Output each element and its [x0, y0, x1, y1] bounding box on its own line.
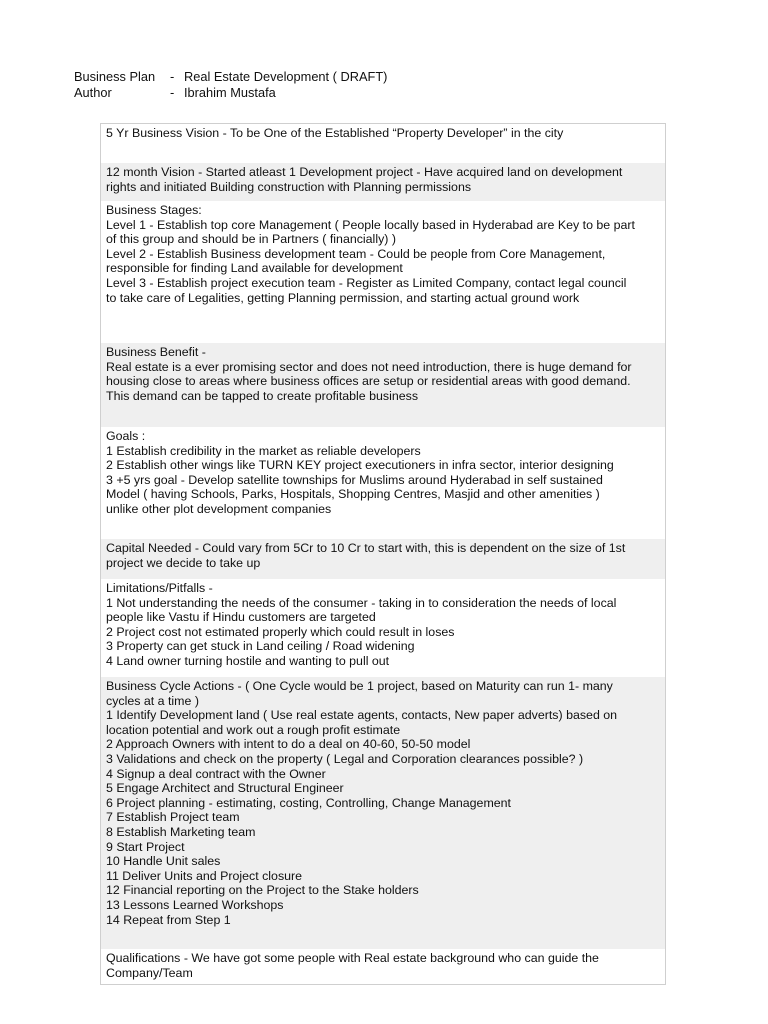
section-line: 8 Establish Marketing team	[106, 824, 256, 839]
section-line: Level 1 - Establish top core Management ( People locally based in Hyderabad are Key to be part	[106, 217, 635, 232]
section-line: Level 3 - Establish project execution team - Register as Limited Company, contact legal council	[106, 275, 627, 290]
title-row	[74, 69, 387, 85]
section-business-stages	[101, 201, 665, 343]
section-line: location potential and work out a rough profit estimate	[106, 722, 401, 737]
business-plan-table	[100, 123, 666, 985]
section-line: 14 Repeat from Step 1	[106, 912, 231, 927]
section-line: Business Benefit -	[106, 345, 206, 359]
document-header	[74, 69, 387, 101]
section-line: 3 Property can get stuck in Land ceiling / Road widening	[106, 639, 415, 654]
section-line: unlike other plot development companies	[106, 501, 332, 516]
section-line: 3 Validations and check on the property ( Legal and Corporation clearances possible? )	[106, 751, 584, 766]
section-business-cycle-actions	[101, 677, 665, 949]
section-line: 10 Handle Unit sales	[106, 854, 221, 869]
section-line: Model ( having Schools, Parks, Hospitals, Shopping Centres, Masjid and other amenities )	[106, 487, 600, 502]
section-line: Capital Needed - Could vary from 5Cr to 10 Cr to start with, this is dependent on the size of 1st	[106, 541, 626, 555]
section-vision-5yr	[101, 124, 665, 163]
section-line: This demand can be tapped to create profitable business	[106, 388, 419, 403]
author-value: Ibrahim Mustafa	[184, 85, 276, 100]
section-line: people like Vastu if Hindu customers are targeted	[106, 610, 376, 625]
section-line: 4 Signup a deal contract with the Owner	[106, 766, 326, 781]
section-line: responsible for finding Land available for development	[106, 261, 403, 276]
section-line: Level 2 - Establish Business development team - Could be people from Core Management,	[106, 246, 606, 261]
section-line: 2 Approach Owners with intent to do a deal on 40-60, 50-50 model	[106, 737, 471, 752]
title-label: Business Plan	[74, 69, 156, 84]
section-line: 12 month Vision - Started atleast 1 Development project - Have acquired land on development	[106, 165, 623, 179]
title-dash: -	[170, 69, 175, 84]
author-row	[74, 85, 387, 101]
section-line: project we decide to take up	[106, 555, 261, 570]
section-business-benefit	[101, 343, 665, 427]
section-line: 1 Establish credibility in the market as reliable developers	[106, 443, 421, 458]
section-line: 2 Establish other wings like TURN KEY project executioners in infra sector, interior designing	[106, 458, 614, 473]
section-line: 7 Establish Project team	[106, 810, 240, 825]
section-line: Business Cycle Actions - ( One Cycle would be 1 project, based on Maturity can run 1- many	[106, 679, 613, 693]
section-line: housing close to areas where business offices are setup or residential areas with good demand.	[106, 374, 631, 389]
section-line: 2 Project cost not estimated properly which could result in loses	[106, 624, 455, 639]
section-line: 6 Project planning - estimating, costing, Controlling, Change Management	[106, 795, 511, 810]
section-goals	[101, 427, 665, 539]
section-qualifications	[101, 949, 665, 986]
section-capital-needed	[101, 539, 665, 579]
section-line: 13 Lessons Learned Workshops	[106, 897, 284, 912]
section-line: 9 Start Project	[106, 839, 185, 854]
section-line: 5 Yr Business Vision - To be One of the Established “Property Developer” in the city	[106, 126, 564, 140]
section-line: 1 Not understanding the needs of the consumer - taking in to consideration the needs of local	[106, 595, 617, 610]
section-line: 12 Financial reporting on the Project to the Stake holders	[106, 883, 419, 898]
section-line: 1 Identify Development land ( Use real estate agents, contacts, New paper adverts) based on	[106, 708, 618, 723]
section-line: Real estate is a ever promising sector and does not need introduction, there is huge demand for	[106, 359, 632, 374]
section-vision-12month	[101, 163, 665, 201]
section-line: Limitations/Pitfalls -	[106, 581, 213, 595]
section-line: Company/Team	[106, 965, 193, 980]
section-line: Qualifications - We have got some people with Real estate background who can guide the	[106, 951, 599, 965]
section-line: 4 Land owner turning hostile and wanting to pull out	[106, 653, 390, 668]
section-line: rights and initiated Building construction with Planning permissions	[106, 179, 472, 194]
section-line: cycles at a time )	[106, 693, 199, 708]
author-dash: -	[170, 85, 175, 100]
section-line: of this group and should be in Partners ( financially) )	[106, 232, 396, 247]
section-line: Goals :	[106, 429, 146, 443]
section-line: 5 Engage Architect and Structural Engineer	[106, 781, 344, 796]
section-line: 3 +5 yrs goal - Develop satellite townships for Muslims around Hyderabad in self sustained	[106, 472, 603, 487]
title-value: Real Estate Development ( DRAFT)	[184, 69, 388, 84]
section-line: to take care of Legalities, getting Planning permission, and starting actual ground work	[106, 290, 580, 305]
author-label: Author	[74, 85, 112, 100]
section-line: Business Stages:	[106, 203, 202, 217]
section-limitations-pitfalls	[101, 579, 665, 677]
section-line: 11 Deliver Units and Project closure	[106, 868, 303, 883]
